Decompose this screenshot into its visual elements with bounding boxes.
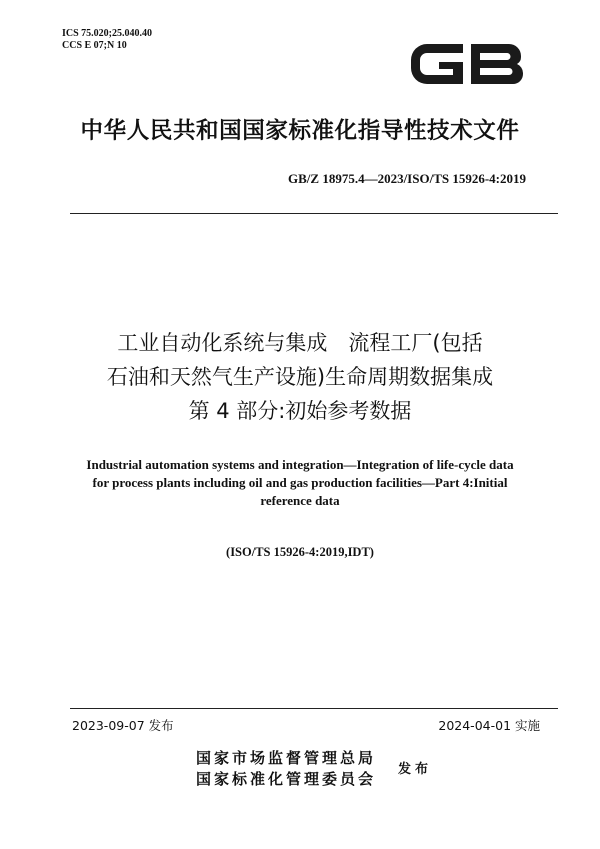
english-title	[70, 456, 530, 510]
standard-type-heading: 中华人民共和国国家标准化指导性技术文件	[80, 118, 520, 144]
publish-date: 2023-09-07 发布	[72, 718, 174, 733]
chinese-title-line: 第 4 部分:初始参考数据	[188, 399, 412, 423]
footer-divider	[70, 708, 558, 709]
equivalence-note: (ISO/TS 15926-4:2019,IDT)	[226, 545, 374, 559]
classification-codes	[62, 28, 152, 52]
english-title-line: Industrial automation systems and integration—Integration of life-cycle data	[86, 457, 514, 472]
ics-code: ICS 75.020;25.040.40	[62, 28, 153, 39]
implement-date: 2024-04-01 实施	[438, 718, 540, 733]
english-title-line: for process plants including oil and gas production facilities—Part 4:Initial	[92, 475, 508, 490]
issuer-name: 国家标准化管理委员会	[196, 770, 377, 788]
issuing-authorities	[196, 748, 376, 790]
standard-number: GB/Z 18975.4—2023/ISO/TS 15926-4:2019	[288, 171, 526, 186]
chinese-title	[0, 326, 600, 428]
chinese-title-line: 石油和天然气生产设施)生命周期数据集成	[106, 365, 494, 389]
issue-label: 发布	[398, 762, 433, 777]
issuer-name: 国家市场监督管理总局	[196, 749, 377, 767]
chinese-title-line: 工业自动化系统与集成 流程工厂(包括	[117, 331, 483, 355]
header-divider	[70, 213, 558, 214]
english-title-line: reference data	[260, 493, 340, 508]
ccs-code: CCS E 07;N 10	[62, 40, 127, 51]
gb-logo	[405, 38, 533, 90]
